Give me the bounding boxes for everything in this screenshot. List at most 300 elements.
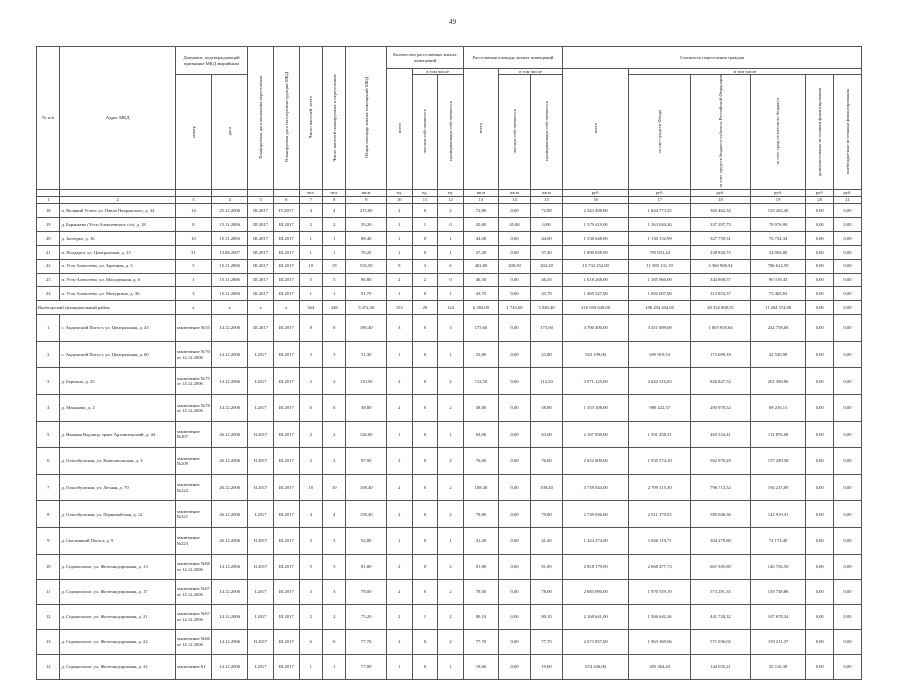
cell-c1: 2 bbox=[387, 448, 413, 475]
cell-plan: III.2017 bbox=[248, 217, 274, 231]
cell-resp: 1 bbox=[322, 245, 345, 259]
cell-docno: 1 bbox=[175, 273, 211, 287]
table-row bbox=[37, 579, 862, 604]
cell-c3: 0 bbox=[438, 217, 464, 231]
cell-s1: 2 739 036,00 bbox=[563, 501, 629, 528]
cell-plan: III.2017 bbox=[248, 231, 274, 245]
cell-resp: 3 bbox=[322, 579, 345, 604]
unit-cell: руб. bbox=[834, 190, 862, 197]
cell-s5: 0,00 bbox=[806, 287, 834, 301]
cell-a2: 0,00 bbox=[499, 501, 531, 528]
cell-s6: 0,00 bbox=[834, 501, 862, 528]
table-row bbox=[37, 604, 862, 629]
cell-c3: 2 bbox=[438, 554, 464, 579]
cell-c2: 0 bbox=[412, 315, 438, 342]
cell-docno: заключение №209 bbox=[175, 448, 211, 475]
cell-s4: 139 211,37 bbox=[750, 629, 805, 654]
cell-s2: 11 585 131,19 bbox=[629, 259, 691, 273]
cell-a3: 5 040,40 bbox=[531, 301, 563, 315]
col-rooms-incl: в том числе bbox=[412, 69, 463, 75]
cell-a2: 0,00 bbox=[499, 231, 531, 245]
cell-s4: 112 876,08 bbox=[750, 421, 805, 448]
col-area-group-header: Расселяемая площадь жилых помещений bbox=[463, 47, 562, 69]
cell-s6: 0,00 bbox=[834, 245, 862, 259]
unit-cell bbox=[212, 190, 248, 197]
cell-s3: 144 035,21 bbox=[691, 654, 751, 679]
cell-s5: 0,00 bbox=[806, 604, 834, 629]
col-rooms-private: частная собственность bbox=[412, 75, 438, 190]
row-address: д. Свалышкий Погост, д. 9 bbox=[60, 527, 175, 554]
unit-cell: руб. bbox=[806, 190, 834, 197]
col-area-incl: в том числе bbox=[499, 69, 563, 75]
cell-s5: 0,00 bbox=[806, 527, 834, 554]
cell-s1: 2 168 641,00 bbox=[563, 604, 629, 629]
column-number-cell: 1 bbox=[37, 197, 60, 204]
cell-docno: заключение №223 bbox=[175, 527, 211, 554]
row-address: д. Ольгобушская, ул. Лесная, д. 70 bbox=[60, 474, 175, 501]
cell-s2: 695 919,53 bbox=[629, 341, 691, 368]
row-address: п. Полдарса, ул. Центральная, д. 23 bbox=[60, 245, 175, 259]
cell-resp: 2 bbox=[322, 421, 345, 448]
cell-s4: 73 465,63 bbox=[750, 287, 805, 301]
cell-s4: 76 734,34 bbox=[750, 231, 805, 245]
cell-s4: 201 360,86 bbox=[750, 368, 805, 395]
cell-date: 25.12.2006 bbox=[212, 204, 248, 218]
row-number: 9 bbox=[37, 527, 60, 554]
column-number-cell: 2 bbox=[60, 197, 175, 204]
cell-resp: 8 bbox=[322, 315, 345, 342]
cell-plan: III.2017 bbox=[248, 204, 274, 218]
cell-a3: 81,80 bbox=[531, 554, 563, 579]
cell-docno: 8 bbox=[175, 217, 211, 231]
col-cost-fund: за счет средств Фонда bbox=[629, 75, 691, 190]
table-row bbox=[37, 527, 862, 554]
cell-demo: IV.2017 bbox=[273, 204, 299, 218]
cell-s2: 190 294 204,85 bbox=[629, 301, 691, 315]
cell-s6: 0,00 bbox=[834, 629, 862, 654]
cell-s3: 337 397,75 bbox=[691, 217, 751, 231]
cell-area: 180,40 bbox=[346, 315, 387, 342]
unit-cell bbox=[175, 190, 211, 197]
row-number: 8 bbox=[37, 501, 60, 528]
table-header bbox=[37, 47, 862, 204]
cell-s6: 0,00 bbox=[834, 217, 862, 231]
cell-docno: заключение №67 от 14.12.2006 bbox=[175, 604, 211, 629]
cell-res: 1 bbox=[299, 654, 322, 679]
units-row bbox=[37, 190, 862, 197]
cell-demo: III.2017 bbox=[273, 554, 299, 579]
cell-res: 4 bbox=[299, 204, 322, 218]
cell-s1: 2 167 830,00 bbox=[563, 421, 629, 448]
cell-date: 14.12.2006 bbox=[212, 315, 248, 342]
cell-demo: III.2017 bbox=[273, 394, 299, 421]
cell-plan: I.2017 bbox=[248, 368, 274, 395]
row-address: д. Сорокопольe, ул. Железнодорожная, д. 22 bbox=[60, 629, 175, 654]
cell-demo: III.2017 bbox=[273, 341, 299, 368]
cell-s2: 1 506 642,36 bbox=[629, 604, 691, 629]
cell-demo: III.2017 bbox=[273, 287, 299, 301]
cell-plan: II.2017 bbox=[248, 554, 274, 579]
cell-plan: x bbox=[248, 301, 274, 315]
cell-docno: заключение №222 bbox=[175, 474, 211, 501]
cell-s3: 826 847,52 bbox=[691, 368, 751, 395]
row-number: 12 bbox=[37, 604, 60, 629]
cell-res: 10 bbox=[299, 474, 322, 501]
cell-c2: 0 bbox=[412, 394, 438, 421]
column-number-cell: 18 bbox=[691, 197, 751, 204]
column-number-cell: 14 bbox=[499, 197, 531, 204]
cell-s3: 571 036,02 bbox=[691, 629, 751, 654]
unit-cell: чел. bbox=[322, 190, 345, 197]
cell-c3: 2 bbox=[438, 394, 464, 421]
cell-a1: 72,80 bbox=[463, 204, 498, 218]
cell-a1: 37,40 bbox=[463, 245, 498, 259]
cell-s2: 1 970 559,19 bbox=[629, 579, 691, 604]
cell-a3: 23,80 bbox=[531, 341, 563, 368]
cell-resp: 348 bbox=[322, 301, 345, 315]
unit-cell bbox=[37, 190, 60, 197]
row-number: 6 bbox=[37, 448, 60, 475]
cell-s1: 1 353 108,00 bbox=[563, 394, 629, 421]
cell-area: 158,40 bbox=[346, 501, 387, 528]
row-address: д. Меньково, д. 2 bbox=[60, 394, 175, 421]
cell-s3: 441 720,32 bbox=[691, 604, 751, 629]
cell-s3: 1 003 958,64 bbox=[691, 315, 751, 342]
col-plan-header: Планируемая дата окончания переселения bbox=[248, 47, 274, 190]
row-number: 5 bbox=[37, 421, 60, 448]
cell-s5: 0,00 bbox=[806, 368, 834, 395]
column-number-cell: 20 bbox=[806, 197, 834, 204]
cell-docno: заключение №70 от 14.12.2006 bbox=[175, 341, 211, 368]
cell-plan: III.2017 bbox=[248, 259, 274, 273]
cell-c3: 2 bbox=[438, 501, 464, 528]
cell-a1: 23,80 bbox=[463, 341, 498, 368]
cell-res: 2 bbox=[299, 421, 322, 448]
cell-area: 215,00 bbox=[346, 204, 387, 218]
cell-s5: 0,00 bbox=[806, 301, 834, 315]
column-number-cell: 16 bbox=[563, 197, 629, 204]
cell-s5: 0,00 bbox=[806, 448, 834, 475]
cell-c1: 1 bbox=[387, 217, 413, 231]
cell-a2: 0,00 bbox=[499, 368, 531, 395]
cell-c2: 0 bbox=[412, 368, 438, 395]
cell-area: 91,70 bbox=[346, 287, 387, 301]
cell-a1: 76,60 bbox=[463, 448, 498, 475]
cell-s3: 327 759,31 bbox=[691, 231, 751, 245]
cell-a1: 63,00 bbox=[463, 421, 498, 448]
row-address: д. Заозерье, д. 16 bbox=[60, 231, 175, 245]
table-row bbox=[37, 315, 862, 342]
cell-c2: 0 bbox=[412, 527, 438, 554]
cell-a3: 63,00 bbox=[531, 421, 563, 448]
cell-s3: 601 945,80 bbox=[691, 554, 751, 579]
cell-resp: 5 bbox=[322, 273, 345, 287]
cell-resp: 5 bbox=[322, 554, 345, 579]
cell-c3: 2 bbox=[438, 604, 464, 629]
column-number-cell: 5 bbox=[248, 197, 274, 204]
cell-date: 14.12.2006 bbox=[212, 654, 248, 679]
table-row bbox=[37, 474, 862, 501]
cell-a1: 19,60 bbox=[463, 654, 498, 679]
cell-s2: 2 068 477,73 bbox=[629, 554, 691, 579]
cell-docno: заключение №221 bbox=[175, 501, 211, 528]
cell-s6: 0,00 bbox=[834, 604, 862, 629]
cell-area: 38,80 bbox=[346, 394, 387, 421]
row-number: 20 bbox=[37, 231, 60, 245]
cell-date: 14.12.2006 bbox=[212, 579, 248, 604]
col-area-header: Общая площадь жилых помещений МКД bbox=[346, 47, 387, 190]
cell-s5: 0,00 bbox=[806, 554, 834, 579]
cell-resp: 10 bbox=[322, 474, 345, 501]
cell-a3: 80,10 bbox=[531, 604, 563, 629]
cell-s1: 2 652 800,00 bbox=[563, 448, 629, 475]
table-row bbox=[37, 554, 862, 579]
column-number-cell: 15 bbox=[531, 197, 563, 204]
row-number: 24 bbox=[37, 287, 60, 301]
cell-s3: 173 699,18 bbox=[691, 341, 751, 368]
cell-s5: 0,00 bbox=[806, 273, 834, 287]
table-row bbox=[37, 341, 862, 368]
resettlement-table bbox=[36, 46, 862, 680]
cell-s5: 0,00 bbox=[806, 579, 834, 604]
cell-c2: 2 bbox=[412, 273, 438, 287]
cell-c2: 0 bbox=[412, 474, 438, 501]
cell-s2: 980 422,37 bbox=[629, 394, 691, 421]
cell-s4: 90 319,43 bbox=[750, 273, 805, 287]
cell-a2: 0,00 bbox=[499, 245, 531, 259]
unit-cell: кв.м bbox=[346, 190, 387, 197]
row-number: 23 bbox=[37, 273, 60, 287]
cell-s1: 3 758 044,00 bbox=[563, 474, 629, 501]
cell-a3: 108,40 bbox=[531, 474, 563, 501]
cell-a2: 0,00 bbox=[499, 287, 531, 301]
cell-s1: 2 683 980,00 bbox=[563, 579, 629, 604]
row-number: 3 bbox=[37, 368, 60, 395]
cell-docno: заключение №78 от 14.12.2006 bbox=[175, 394, 211, 421]
cell-a1: 44,00 bbox=[463, 231, 498, 245]
cell-c1: 2 bbox=[387, 501, 413, 528]
row-address: п. Великий Устюг, ул. Павла Покровского, д. 34 bbox=[60, 204, 175, 218]
cell-a2: 0,00 bbox=[499, 474, 531, 501]
table-row bbox=[37, 629, 862, 654]
cell-s5: 0,00 bbox=[806, 629, 834, 654]
table-row bbox=[37, 273, 862, 287]
cell-a3: 78,00 bbox=[531, 579, 563, 604]
cell-s2: 1 130 152,99 bbox=[629, 231, 691, 245]
cell-a3: 41,40 bbox=[531, 527, 563, 554]
cell-plan: I.2017 bbox=[248, 394, 274, 421]
cell-res: 4 bbox=[299, 501, 322, 528]
cell-c1: 2 bbox=[387, 204, 413, 218]
cell-s6: 0,00 bbox=[834, 231, 862, 245]
table-row bbox=[37, 394, 862, 421]
cell-c3: 2 bbox=[438, 204, 464, 218]
cell-s5: 0,00 bbox=[806, 394, 834, 421]
cell-demo: III.2017 bbox=[273, 259, 299, 273]
col-docdate: дата bbox=[212, 75, 248, 190]
cell-a1: 43,70 bbox=[463, 287, 498, 301]
cell-date: 26.12.2006 bbox=[212, 474, 248, 501]
cell-a1: 112,50 bbox=[463, 368, 498, 395]
col-rooms-header: Количество расселяемых жилых помещений bbox=[387, 47, 464, 69]
cell-c3: 1 bbox=[438, 527, 464, 554]
cell-c3: 1 bbox=[438, 231, 464, 245]
cell-date: 15.11.2006 bbox=[212, 287, 248, 301]
column-number-cell: 9 bbox=[346, 197, 387, 204]
cell-s1: 922 199,00 bbox=[563, 341, 629, 368]
cell-demo: III.2017 bbox=[273, 501, 299, 528]
cell-area: 78,00 bbox=[346, 579, 387, 604]
row-address: с. Андомский Погост, ул. Центральная, д. 43 bbox=[60, 315, 175, 342]
cell-s1: 1 536 648,00 bbox=[563, 231, 629, 245]
cell-s5: 0,00 bbox=[806, 231, 834, 245]
row-number: 4 bbox=[37, 394, 60, 421]
col-rooms-total: всего bbox=[387, 69, 413, 190]
cell-area: 88,40 bbox=[346, 231, 387, 245]
cell-date: 15.11.2006 bbox=[212, 259, 248, 273]
cell-s4: 69 216,11 bbox=[750, 394, 805, 421]
cell-area: 76,20 bbox=[346, 245, 387, 259]
cell-a3: 46,50 bbox=[531, 273, 563, 287]
column-number-cell: 8 bbox=[322, 197, 345, 204]
table-row bbox=[37, 287, 862, 301]
cell-demo: III.2017 bbox=[273, 315, 299, 342]
cell-res: 2 bbox=[299, 217, 322, 231]
cell-c1: 9 bbox=[387, 259, 413, 273]
cell-plan: III.2017 bbox=[248, 287, 274, 301]
cell-res: 3 bbox=[299, 579, 322, 604]
cell-a1: 175,60 bbox=[463, 315, 498, 342]
cell-c1: 1 bbox=[387, 245, 413, 259]
cell-demo: III.2017 bbox=[273, 245, 299, 259]
table-row bbox=[37, 301, 862, 315]
cell-area: 77,00 bbox=[346, 654, 387, 679]
cell-resp: 3 bbox=[322, 527, 345, 554]
row-number: 11 bbox=[37, 579, 60, 604]
cell-c2: 0 bbox=[412, 579, 438, 604]
cell-a1: 108,40 bbox=[463, 474, 498, 501]
cell-resp: 4 bbox=[322, 204, 345, 218]
cell-resp: 19 bbox=[322, 259, 345, 273]
cell-plan: III.2017 bbox=[248, 315, 274, 342]
cell-res: 364 bbox=[299, 301, 322, 315]
cell-c3: 2 bbox=[438, 368, 464, 395]
cell-date: 26.12.2006 bbox=[212, 501, 248, 528]
cell-s3: 585 046,56 bbox=[691, 501, 751, 528]
cell-s4: 54 004,80 bbox=[750, 245, 805, 259]
unit-cell bbox=[273, 190, 299, 197]
cell-s3: 313 854,37 bbox=[691, 287, 751, 301]
row-number: 2 bbox=[37, 341, 60, 368]
cell-c3: 6 bbox=[438, 259, 464, 273]
cell-s5: 0,00 bbox=[806, 217, 834, 231]
cell-s3: 344 868,57 bbox=[691, 273, 751, 287]
row-number: 7 bbox=[37, 474, 60, 501]
cell-res: 1 bbox=[299, 287, 322, 301]
cell-c1: 1 bbox=[387, 287, 413, 301]
cell-docno: 31 bbox=[175, 245, 211, 259]
cell-plan: I.2017 bbox=[248, 654, 274, 679]
cell-c3: 1 bbox=[438, 654, 464, 679]
cell-c1: 2 bbox=[387, 554, 413, 579]
cell-date: 15.11.2006 bbox=[212, 273, 248, 287]
cell-docno: 5 bbox=[175, 259, 211, 273]
col-cost-total: всего bbox=[563, 69, 629, 190]
cell-a1: 402,80 bbox=[463, 259, 498, 273]
cell-s1: 2 343 498,00 bbox=[563, 204, 629, 218]
cell-s1: 1 424 274,00 bbox=[563, 527, 629, 554]
cell-c2: 0 bbox=[412, 245, 438, 259]
column-number-cell: 17 bbox=[629, 197, 691, 204]
cell-c2: 1 bbox=[412, 604, 438, 629]
column-number-cell: 3 bbox=[175, 197, 211, 204]
cell-s4: 78 976,99 bbox=[750, 217, 805, 231]
cell-c2: 3 bbox=[412, 259, 438, 273]
cell-demo: III.2017 bbox=[273, 448, 299, 475]
cell-c1: 2 bbox=[387, 579, 413, 604]
cell-area: 126,00 bbox=[346, 421, 387, 448]
cell-res: 2 bbox=[299, 448, 322, 475]
cell-s1: 1 469 327,00 bbox=[563, 287, 629, 301]
cell-c2: 0 bbox=[412, 654, 438, 679]
cell-s1: 1 579 419,00 bbox=[563, 217, 629, 231]
cell-s3: 304 279,80 bbox=[691, 527, 751, 554]
row-number: 1 bbox=[37, 315, 60, 342]
cell-a2: 1 743,60 bbox=[499, 301, 531, 315]
cell-c3: 2 bbox=[438, 448, 464, 475]
col-cost-nonbudget: внебюджетные источники финансирования bbox=[834, 75, 862, 190]
cell-c1: 1 bbox=[387, 421, 413, 448]
cell-res: 2 bbox=[299, 604, 322, 629]
cell-s3: 796 713,52 bbox=[691, 474, 751, 501]
cell-s1: 2 818 179,00 bbox=[563, 554, 629, 579]
cell-s4: 194 215,09 bbox=[750, 474, 805, 501]
cell-c2: 0 bbox=[412, 629, 438, 654]
unit-cell: чел. bbox=[299, 190, 322, 197]
cell-demo: III.2017 bbox=[273, 368, 299, 395]
cell-demo: III.2017 bbox=[273, 217, 299, 231]
cell-c2: 0 bbox=[412, 287, 438, 301]
cell-c3: 1 bbox=[438, 421, 464, 448]
cell-date: 14.12.2006 bbox=[212, 394, 248, 421]
cell-a1: 6 384,00 bbox=[463, 301, 498, 315]
cell-plan: I.2017 bbox=[248, 341, 274, 368]
unit-cell: руб. bbox=[691, 190, 751, 197]
col-docno: номер bbox=[175, 75, 211, 190]
cell-demo: III.2017 bbox=[273, 604, 299, 629]
col-cost-extra: дополнительные источники финансирования bbox=[806, 75, 834, 190]
cell-s2: 1 591 458,31 bbox=[629, 421, 691, 448]
cell-s6: 0,00 bbox=[834, 301, 862, 315]
cell-date: 14.12.2006 bbox=[212, 554, 248, 579]
cell-a3: 44,00 bbox=[531, 231, 563, 245]
table-row bbox=[37, 654, 862, 679]
cell-c1: 2 bbox=[387, 604, 413, 629]
cell-s1: 15 732 252,00 bbox=[563, 259, 629, 273]
cell-date: 15.11.2006 bbox=[212, 217, 248, 231]
cell-resp: 3 bbox=[322, 341, 345, 368]
cell-s5: 0,00 bbox=[806, 315, 834, 342]
cell-s5: 0,00 bbox=[806, 501, 834, 528]
row-number: 21 bbox=[37, 245, 60, 259]
cell-s6: 0,00 bbox=[834, 368, 862, 395]
cell-s4: 244 758,68 bbox=[750, 315, 805, 342]
table-body bbox=[37, 204, 862, 679]
cell-c3: 2 bbox=[438, 474, 464, 501]
cell-s2: 3 451 689,68 bbox=[629, 315, 691, 342]
cell-s6: 0,00 bbox=[834, 315, 862, 342]
cell-s5: 0,00 bbox=[806, 245, 834, 259]
